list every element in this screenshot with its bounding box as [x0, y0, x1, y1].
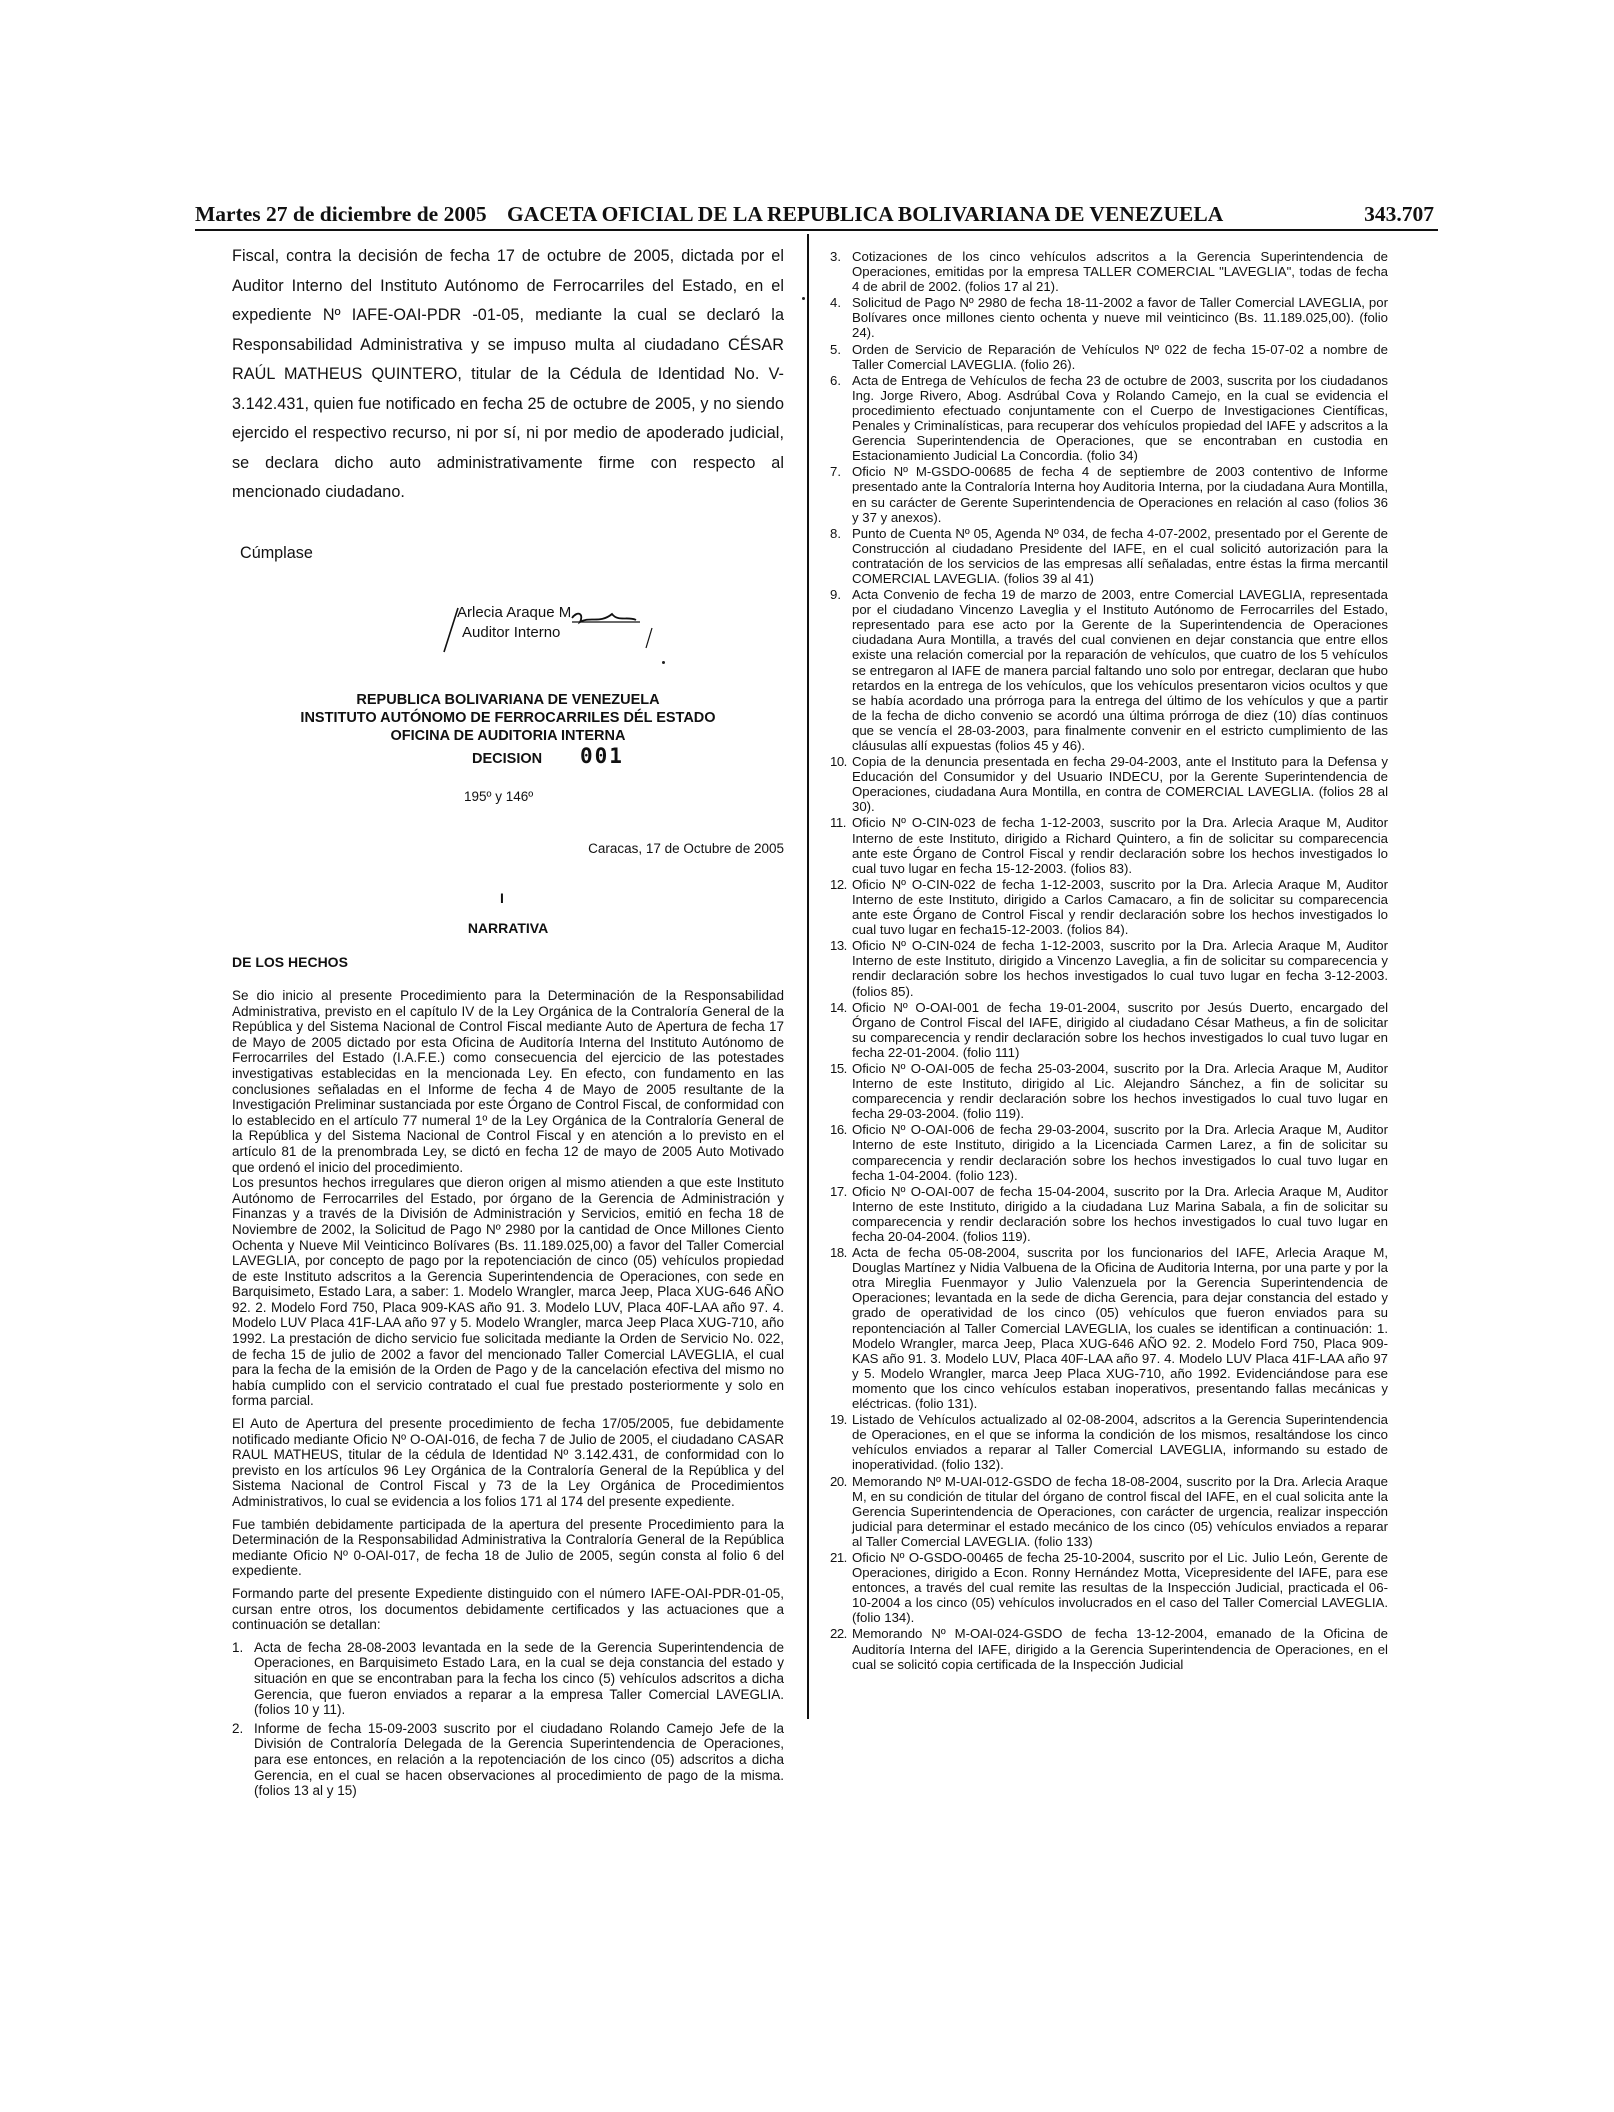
- org-line: REPUBLICA BOLIVARIANA DE VENEZUELA: [356, 692, 660, 708]
- body-paragraph: Los presuntos hechos irregulares que dieron origen al mismo atienden a que este Instituto Autónomo de Ferrocarriles del Estado, por órgano de la Gerencia de Administración y Finanzas y a través de la División de Administración y Servicios, emitió en fecha 18 de Noviembre de 2002, la Solicitud de Pago Nº 2980 por la cantidad de Once Millones Ciento Ochenta y Nueve Mil Veinticinco Bolívares (Bs. 11.189.025,00) a favor del Taller Comercial LAVEGLIA, por concepto de pago por la repotenciación de cinco (05) vehículos propiedad de este Instituto adscritos a la Gerencia Superintendencia de Operaciones, con sede en Barquisimeto, Estado Lara, a saber: 1. Modelo Wrangler, marca Jeep, Placa XUG-646 AÑO 92. 2. Modelo Ford 750, Placa 909-KAS año 91. 3. Modelo LUV, Placa 40F-LAA año 97. 4. Modelo LUV Placa 41F-LAA año 97 y 5. Modelo Wrangler, marca Jeep Placa XUG-710, año 1992. La prestación de dicho servicio fue solicitada mediante la Orden de Servicio No. 022, de fecha 15 de julio de 2002 a favor del mencionado Taller Comercial LAVEGLIA, el cual para la fecha de la emisión de la Orden de Pago y de la cancelación efectiva del mismo no había cumplido con el servicio contratado el cual fue prestado posteriormente y solo en forma parcial.: [232, 1175, 784, 1409]
- list-item: 22. Memorando Nº M-OAI-024-GSDO de fecha 13-12-2004, emanado de la Oficina de Auditoría Interna del IAFE, dirigido a la Gerencia Superintendencia de Operaciones, en el cual se solicitó copia certificada de la Inspección Judicial: [830, 1626, 1388, 1672]
- signature-role: Auditor Interno: [462, 624, 561, 641]
- cumplase-label: Cúmplase: [240, 544, 313, 562]
- organization-heading: [232, 691, 784, 745]
- body-paragraph: Fue también debidamente participada de la apertura del presente Procedimiento para la Determinación de la Responsabilidad Administrativa la Contraloría General de la República mediante Oficio Nº 0-OAI-017, de fecha 18 de Julio de 2005, según consta al folio 6 del expediente.: [232, 1516, 784, 1579]
- body-paragraph: Formando parte del presente Expediente distinguido con el número IAFE-OAI-PDR-01-05, cursan entre otros, los documentos debidamente certificados y las actuaciones que a continuación se detallan:: [232, 1585, 784, 1633]
- list-item: 21. Oficio Nº O-GSDO-00465 de fecha 25-10-2004, suscrito por el Lic. Julio León, Gerente de Operaciones, dirigido a Econ. Ronny Hernández Motta, Vicepresidente del IAFE, para ese entonces, a través del cual remite las resultas de la Inspección Judicial, practicada el 06-10-2004 a los cinco (05) vehículos involucrados en el caso del Taller Comercial LAVEGLIA. (folio 134).: [830, 1549, 1388, 1626]
- list-item: 15. Oficio Nº O-OAI-005 de fecha 25-03-2004, suscrito por la Dra. Arlecia Araque M, Auditor Interno de este Instituto, dirigido al Lic. Alejandro Sánchez, a fin de solicitar su comparecencia y rendir declaración sobre los hechos investigados lo cual tuvo lugar en fecha 29-03-2004. (folio 119).: [830, 1060, 1388, 1122]
- list-item: 16. Oficio Nº O-OAI-006 de fecha 29-03-2004, suscrito por la Dra. Arlecia Araque M, Auditor Interno de este Instituto, dirigido a la Licenciada Carmen Larez, a fin de solicitar su comparecencia y rendir declaración sobre los hechos investigados lo cual tuvo lugar en fecha 1-04-2004. (folio 123).: [830, 1122, 1388, 1183]
- list-item: 17. Oficio Nº O-OAI-007 de fecha 15-04-2004, suscrito por la Dra. Arlecia Araque M, Auditor Interno de este Instituto, dirigido a la ciudadana Luz Marina Sabala, a fin de solicitar su comparecencia y rendir declaración sobre los hechos investigados lo cual tuvo lugar en fecha 20-04-2004. (folios 119).: [830, 1183, 1388, 1244]
- signature-name: Arlecia Araque M.: [457, 604, 576, 621]
- narrativa-heading: NARRATIVA: [467, 920, 549, 936]
- column-divider: [807, 234, 809, 1719]
- list-item: 14. Oficio Nº O-OAI-001 de fecha 19-01-2004, suscrito por Jesús Duerto, encargado del Órgano de Control Fiscal del IAFE, dirigido al ciudadano César Matheus, a fin de solicitar su comparecencia y rendir declaración sobre los hechos investigados lo cual tuvo lugar en fecha 22-01-2004. (folio 111): [830, 999, 1388, 1060]
- documents-list: [232, 1640, 784, 1799]
- decision-number: 001: [580, 744, 624, 768]
- list-item: 4. Solicitud de Pago Nº 2980 de fecha 18-11-2002 a favor de Taller Comercial LAVEGLIA, por Bolívares once millones ciento ochenta y nueve mil veinticinco (Bs. 11.189.025,00). (folio 24).: [830, 295, 1388, 341]
- section-numeral: I: [500, 890, 504, 906]
- page-header: [195, 200, 1438, 226]
- list-item: 12. Oficio Nº O-CIN-022 de fecha 1-12-2003, suscrito por la Dra. Arlecia Araque M, Auditor Interno de este Instituto, dirigido a Carlos Camacaro, a fin de solicitar su comparecencia ante este Órgano de Control Fiscal y rendir declaración sobre los hechos investigados lo cual tuvo lugar en fecha15-12-2003. (folios 84).: [830, 876, 1388, 938]
- list-item: 3. Cotizaciones de los cinco vehículos adscritos a la Gerencia Superintendencia de Operaciones, emitidas por la empresa TALLER COMERCIAL "LAVEGLIA", todas de fecha 4 de abril de 2002. (folios 17 al 21).: [830, 249, 1388, 295]
- documents-list-continued: [830, 249, 1388, 1672]
- intro-paragraph: Fiscal, contra la decisión de fecha 17 de octubre de 2005, dictada por el Auditor Interno del Instituto Autónomo de Ferrocarriles del Estado, en el expediente Nº IAFE-OAI-PDR -01-05, mediante la cual se declaró la Responsabilidad Administrativa y se impuso multa al ciudadano CÉSAR RAÚL MATHEUS QUINTERO, titular de la Cédula de Identidad No. V-3.142.431, quien fue notificado en fecha 25 de octubre de 2005, y no siendo ejercido el respectivo recurso, ni por sí, ni por medio de apoderado judicial, se declara dicho auto administrativamente firme con respecto al mencionado ciudadano.: [232, 247, 784, 501]
- header-rule: [195, 229, 1438, 231]
- list-item: 10. Copia de la denuncia presentada en fecha 29-04-2003, ante el Instituto para la Defensa y Educación del Consumidor y del Usuario INDECU, por la Gerente Superintendencia de Operaciones, ciudadana Aura Montilla, en contra de COMERCIAL LAVEGLIA. (folios 28 al 30).: [830, 754, 1388, 815]
- scan-speck: [662, 661, 665, 664]
- list-item: 13. Oficio Nº O-CIN-024 de fecha 1-12-2003, suscrito por la Dra. Arlecia Araque M, Auditor Interno de este Instituto, dirigido a Vincenzo Laveglia, a fin de solicitar su comparecencia y rendir declaración sobre los hechos investigados lo cual tuvo lugar en fecha 3-12-2003. (folios 85).: [830, 938, 1388, 999]
- left-column: [232, 242, 784, 1799]
- body-paragraph: El Auto de Apertura del presente procedimiento de fecha 17/05/2005, fue debidamente notificado mediante Oficio Nº O-OAI-016, de fecha 7 de Julio de 2005, el ciudadano CASAR RAUL MATHEUS, titular de la cédula de Identidad Nº 3.142.431, de conformidad con lo previsto en los artículos 96 Ley Orgánica de la Contraloría General de la República y del Sistema Nacional de Control Fiscal y 73 de la Ley Orgánica de Procedimientos Administrativos, lo cual se evidencia a los folios 171 al 174 del presente expediente.: [232, 1416, 784, 1509]
- list-item: 7. Oficio Nº M-GSDO-00685 de fecha 4 de septiembre de 2003 contentivo de Informe presentado ante la Contraloría Interna hoy Auditoria Interna, por la ciudadana Aura Montilla, en su carácter de Gerente Superintendencia de Operaciones en relación al caso (folios 36 y 37 y anexos).: [830, 464, 1388, 525]
- place-date: Caracas, 17 de Octubre de 2005: [588, 841, 784, 856]
- list-item: 18. Acta de fecha 05-08-2004, suscrita por los funcionarios del IAFE, Arlecia Araque M, Douglas Martínez y Nidia Valbuena de la Oficina de Auditoria Interna, por una parte y por la otra Mireglia Fuenmayor y Julio Valenzuela por la Gerencia Superintendencia de Operaciones; levantada en la sede de dicha Gerencia, para dejar constancia del estado y grado de operatividad de los cinco (05) vehículos que fueron enviados para su repontenciación al Taller Comercial LAVEGLIA, los cuales se identifican a continuación: 1. Modelo Wrangler, marca Jeep, Placa XUG-646 AÑO 92. 2. Modelo Ford 750, Placa 909-KAS año 91. 3. Modelo LUV, Placa 40F-LAA año 97. 4. Modelo LUV Placa 41F-LAA año 97 y 5. Modelo Wrangler, marca Jeep Placa XUG-710, año 1992. Evidenciándose para ese momento que los cinco vehículos estaban inoperativos, presentando fallas mecánicas y eléctricas. (folio 131).: [830, 1245, 1388, 1412]
- list-item: 9. Acta Convenio de fecha 19 de marzo de 2003, entre Comercial LAVEGLIA, representada por el ciudadano Vincenzo Laveglia y el Instituto Autónomo de Ferrocarriles del Estado, representado para ese acto por la Gerente de la Superintendencia de Operaciones ciudadana Aura Montilla, a través del cual convienen en dejar constancia que entre ellos existe una relación comercial por la reparación de vehículos, que cuatro de los 5 vehículos se entregaron al IAFE de manera parcial faltando uno solo por entregar, declaran que hubo retardos en la entrega de los vehículos, que los vehículos presentaron vicios ocultos y que se había acordado una prórroga para la entrega del último de los vehículos y que a partir de la fecha de dicho convenio se acordó una última prórroga de diez (10) días continuos que se vencía el 28-03-2003, para finalmente convenir en el estricto cumplimiento de las cláusulas allí expuestas (folios 45 y 46).: [830, 587, 1388, 753]
- list-item: 5. Orden de Servicio de Reparación de Vehículos Nº 022 de fecha 15-07-02 a nombre de Taller Comercial LAVEGLIA. (folio 26).: [830, 341, 1388, 372]
- decision-label: DECISION: [472, 751, 543, 767]
- header-date: Martes 27 de diciembre de 2005: [195, 202, 487, 226]
- right-column: [830, 249, 1388, 1673]
- org-line: OFICINA DE AUDITORIA INTERNA: [390, 728, 626, 744]
- list-item: 2. Informe de fecha 15-09-2003 suscrito por el ciudadano Rolando Camejo Jefe de la División de Contraloría Delegada de la Gerencia Superintendencia de Operaciones, para ese entonces, en relación a la repotenciación de los cinco (05) adscritos a dicha Gerencia, en el cual se hacen observaciones al procedimiento de pago de la misma. (folios 13 al y 15): [232, 1720, 784, 1799]
- scan-speck: [802, 297, 805, 300]
- list-item: 8. Punto de Cuenta Nº 05, Agenda Nº 034, de fecha 4-07-2002, presentado por el Gerente de Construcción al ciudadano Presidente del IAFE, en el cual solicitó autorización para la contratación de los servicios de las empresas allí señaladas, entre éstas la firma mercantil COMERCIAL LAVEGLIA. (folios 39 al 41): [830, 525, 1388, 586]
- body-paragraph: Se dio inicio al presente Procedimiento para la Determinación de la Responsabilidad Administrativa, previsto en el capítulo IV de la Ley Orgánica de la Contraloría General de la República y del Sistema Nacional de Control Fiscal mediante Auto de Apertura de fecha 17 de Mayo de 2005 dictado por esta Oficina de Auditoría Interna del Instituto Autónomo de Ferrocarriles del Estado (I.A.F.E.) como consecuencia del ejercicio de las potestades investigativas establecidas en la mencionada Ley. En efecto, con fundamento en las conclusiones señaladas en el Informe de fecha 4 de Mayo de 2005 resultante de la Investigación Preliminar sustanciada por este Órgano de Control Fiscal, de conformidad con lo establecido en el artículo 77 numeral 1º de la Ley Orgánica de la Contraloría General de la República y del Sistema Nacional de Control Fiscal y en atención a lo previsto en el artículo 81 de la prenombrada Ley, se dictó en fecha 12 de mayo de 2005 Auto Motivado que ordenó el inicio del procedimiento.: [232, 988, 784, 1175]
- list-item: 20. Memorando Nº M-UAI-012-GSDO de fecha 18-08-2004, suscrito por la Dra. Arlecia Araque M, en su condición de titular del órgano de control fiscal del IAFE, en el cual solicita ante la Gerencia Superintendencia de Operaciones, con carácter de urgencia, realizar inspección judicial para determinar el estado mecánico de los cinco (05) vehículos enviados a reparar al Taller Comercial LAVEGLIA. (folio 133): [830, 1473, 1388, 1549]
- signature-block: [422, 604, 722, 664]
- list-item: 1. Acta de fecha 28-08-2003 levantada en la sede de la Gerencia Superintendencia de Operaciones, en Barquisimeto Estado Lara, en la cual se deja constancia del estado y situación en que se encontraban para la fecha los cinco (5) vehículos adscritos a dicha Gerencia, que fueron enviados a reparar a la empresa Taller Comercial LAVEGLIA. (folios 10 y 11).: [232, 1639, 784, 1718]
- header-title: GACETA OFICIAL DE LA REPUBLICA BOLIVARIANA DE VENEZUELA: [507, 202, 1224, 226]
- list-item: 6. Acta de Entrega de Vehículos de fecha 23 de octubre de 2003, suscrita por los ciudadanos Ing. Jorge Rivero, Abog. Asdrúbal Cova y Rolando Camejo, en la cual se evidencia el procedimiento efectuado conjuntamente con el Cuerpo de Investigaciones Científicas, Penales y Criminalísticas, para recuperar dos vehículos propiedad del IAFE y adscritos a la Gerencia Superintendencia de Operaciones, que se encontraban en custodia en Estacionamiento Judicial La Concordia. (folio 34): [830, 372, 1388, 464]
- org-line: INSTITUTO AUTÓNOMO DE FERROCARRILES DÉL ESTADO: [300, 710, 716, 726]
- header-page-number: 343.707: [1364, 202, 1434, 226]
- list-item: 11. Oficio Nº O-CIN-023 de fecha 1-12-2003, suscrito por la Dra. Arlecia Araque M, Auditor Interno de este Instituto, dirigido a Richard Quintero, a fin de solicitar su comparecencia ante este Órgano de Control Fiscal y rendir declaración sobre los hechos investigados lo cual tuvo lugar en fecha 15-12-2003. (folios 83).: [830, 815, 1388, 876]
- facts-body: [232, 988, 784, 1802]
- list-item: 19. Listado de Vehículos actualizado al 02-08-2004, adscritos a la Gerencia Superintendencia de Operaciones, en el que se informa la condición de los mismos, resaltándose los cinco vehículos enviados a reparar al Taller Comercial LAVEGLIA, informando su estado de inoperatividad. (folio 132).: [830, 1412, 1388, 1473]
- hechos-heading: DE LOS HECHOS: [232, 954, 348, 970]
- years-line: 195º y 146º: [464, 789, 534, 804]
